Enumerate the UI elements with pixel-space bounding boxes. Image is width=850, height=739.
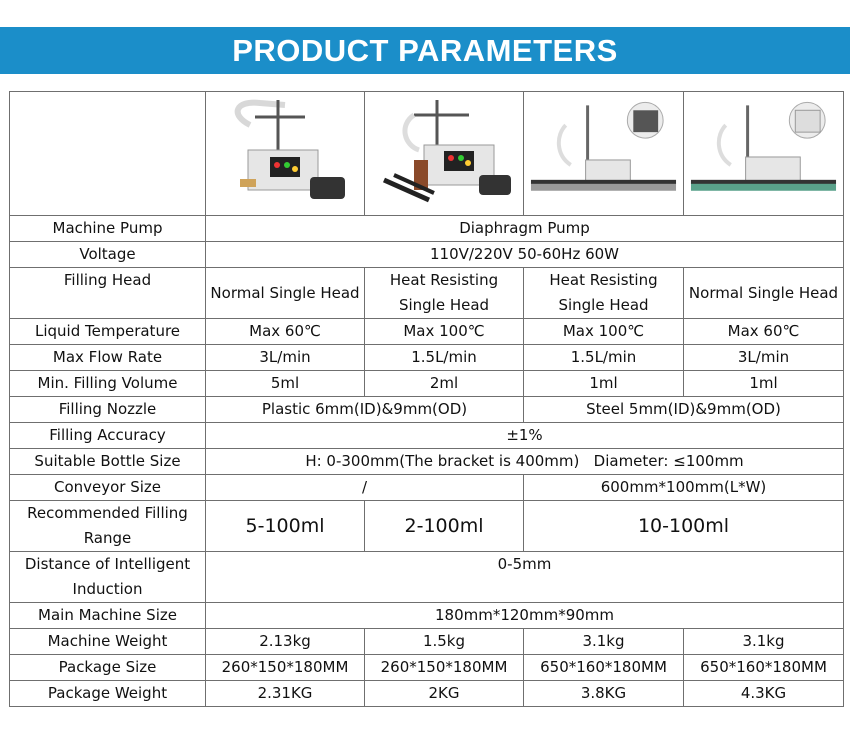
max-flow-rate-value: 1.5L/min bbox=[524, 345, 684, 371]
min-filling-volume-value: 1ml bbox=[684, 371, 844, 397]
table-row bbox=[10, 319, 844, 345]
row-label-main-machine-size: Main Machine Size bbox=[10, 603, 206, 629]
filling-accuracy-value: ±1% bbox=[206, 423, 844, 449]
table-row bbox=[10, 501, 844, 552]
machine-weight-value: 2.13kg bbox=[206, 629, 365, 655]
table-row bbox=[10, 552, 844, 603]
table-row bbox=[10, 371, 844, 397]
max-flow-rate-value: 3L/min bbox=[206, 345, 365, 371]
table-row bbox=[10, 242, 844, 268]
row-label-filling-accuracy: Filling Accuracy bbox=[10, 423, 206, 449]
row-label-voltage: Voltage bbox=[10, 242, 206, 268]
package-size-value: 650*160*180MM bbox=[684, 655, 844, 681]
page-title: PRODUCT PARAMETERS bbox=[232, 32, 618, 68]
recommended-filling-range-value: 2-100ml bbox=[365, 501, 524, 552]
product-image-4 bbox=[684, 92, 844, 216]
product-photo-pump-conveyor-green bbox=[686, 95, 841, 213]
row-label-machine-weight: Machine Weight bbox=[10, 629, 206, 655]
min-filling-volume-value: 2ml bbox=[365, 371, 524, 397]
machine-pump-value: Diaphragm Pump bbox=[206, 216, 844, 242]
product-image-3 bbox=[524, 92, 684, 216]
parameters-table bbox=[9, 91, 844, 707]
table-row bbox=[10, 629, 844, 655]
table-row bbox=[10, 655, 844, 681]
filling-head-value: Normal Single Head bbox=[206, 268, 365, 319]
banner bbox=[0, 27, 850, 74]
table-row bbox=[10, 603, 844, 629]
package-weight-value: 2KG bbox=[365, 681, 524, 707]
machine-weight-value: 3.1kg bbox=[524, 629, 684, 655]
distance-intelligent-induction-value: 0-5mm bbox=[206, 552, 844, 603]
row-label-liquid-temperature: Liquid Temperature bbox=[10, 319, 206, 345]
filling-head-value: Normal Single Head bbox=[684, 268, 844, 319]
table-row bbox=[10, 681, 844, 707]
row-label-machine-pump: Machine Pump bbox=[10, 216, 206, 242]
voltage-value: 110V/220V 50-60Hz 60W bbox=[206, 242, 844, 268]
package-size-value: 260*150*180MM bbox=[365, 655, 524, 681]
product-image-2 bbox=[365, 92, 524, 216]
recommended-filling-range-value: 5-100ml bbox=[206, 501, 365, 552]
max-flow-rate-value: 3L/min bbox=[684, 345, 844, 371]
filling-nozzle-value: Plastic 6mm(ID)&9mm(OD) bbox=[206, 397, 524, 423]
table-row bbox=[10, 268, 844, 319]
main-machine-size-value: 180mm*120mm*90mm bbox=[206, 603, 844, 629]
product-photo-pump-foot-pedal bbox=[210, 95, 360, 213]
conveyor-size-value: / bbox=[206, 475, 524, 501]
package-size-value: 650*160*180MM bbox=[524, 655, 684, 681]
machine-weight-value: 3.1kg bbox=[684, 629, 844, 655]
package-size-value: 260*150*180MM bbox=[206, 655, 365, 681]
row-label-max-flow-rate: Max Flow Rate bbox=[10, 345, 206, 371]
table-row bbox=[10, 475, 844, 501]
product-photo-pump-conveyor bbox=[526, 95, 681, 213]
row-label-conveyor-size: Conveyor Size bbox=[10, 475, 206, 501]
filling-head-value: Heat Resisting Single Head bbox=[365, 268, 524, 319]
liquid-temperature-value: Max 60℃ bbox=[206, 319, 365, 345]
liquid-temperature-value: Max 100℃ bbox=[365, 319, 524, 345]
row-label-suitable-bottle-size: Suitable Bottle Size bbox=[10, 449, 206, 475]
suitable-bottle-size-value: H: 0-300mm(The bracket is 400mm) Diameter: ≤100mm bbox=[206, 449, 844, 475]
row-label-recommended-filling-range: Recommended Filling Range bbox=[10, 501, 206, 552]
table-row bbox=[10, 423, 844, 449]
blank-corner-cell bbox=[10, 92, 206, 216]
row-label-package-size: Package Size bbox=[10, 655, 206, 681]
filling-head-value: Heat Resisting Single Head bbox=[524, 268, 684, 319]
table-row bbox=[10, 345, 844, 371]
table-row-images bbox=[10, 92, 844, 216]
table-row bbox=[10, 397, 844, 423]
row-label-distance-intelligent-induction: Distance of Intelligent Induction bbox=[10, 552, 206, 603]
package-weight-value: 3.8KG bbox=[524, 681, 684, 707]
row-label-package-weight: Package Weight bbox=[10, 681, 206, 707]
min-filling-volume-value: 5ml bbox=[206, 371, 365, 397]
table-row bbox=[10, 216, 844, 242]
package-weight-value: 2.31KG bbox=[206, 681, 365, 707]
product-image-1 bbox=[206, 92, 365, 216]
filling-nozzle-value: Steel 5mm(ID)&9mm(OD) bbox=[524, 397, 844, 423]
machine-weight-value: 1.5kg bbox=[365, 629, 524, 655]
row-label-filling-head: Filling Head bbox=[10, 268, 206, 319]
row-label-min-filling-volume: Min. Filling Volume bbox=[10, 371, 206, 397]
max-flow-rate-value: 1.5L/min bbox=[365, 345, 524, 371]
table-row bbox=[10, 449, 844, 475]
product-photo-pump-heat-resisting bbox=[369, 95, 519, 213]
conveyor-size-value: 600mm*100mm(L*W) bbox=[524, 475, 844, 501]
min-filling-volume-value: 1ml bbox=[524, 371, 684, 397]
package-weight-value: 4.3KG bbox=[684, 681, 844, 707]
liquid-temperature-value: Max 100℃ bbox=[524, 319, 684, 345]
row-label-filling-nozzle: Filling Nozzle bbox=[10, 397, 206, 423]
liquid-temperature-value: Max 60℃ bbox=[684, 319, 844, 345]
recommended-filling-range-value: 10-100ml bbox=[524, 501, 844, 552]
